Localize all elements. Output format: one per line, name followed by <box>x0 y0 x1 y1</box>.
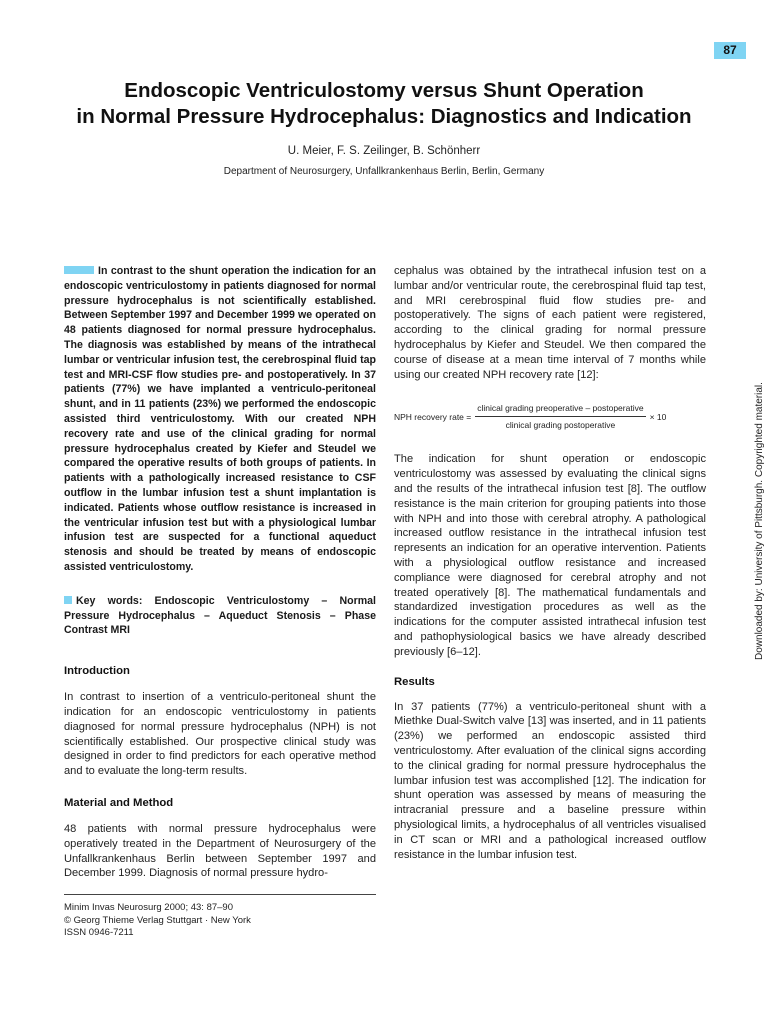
footer <box>64 894 376 940</box>
formula-numerator: clinical grading preoperative – postoperative <box>475 403 645 417</box>
introduction-text: In contrast to insertion of a ventriculo-peritoneal shunt the indication for an endoscopic ventriculostomy in patients diagnosed for normal pressure hydrocephalus (NPH) is not scientifically established. Our prospective clinical study was designed in order to find predictors for each operative method and to evaluate the long-term results. <box>64 691 376 778</box>
journal-citation: Minim Invas Neurosurg 2000; 43: 87–90 <box>64 902 233 913</box>
article-title <box>40 78 728 130</box>
right-column <box>394 264 706 862</box>
methods-heading: Material and Method <box>64 796 174 809</box>
authors: U. Meier, F. S. Zeilinger, B. Schönherr <box>287 145 481 157</box>
formula-fraction <box>475 403 645 430</box>
formula-denominator: clinical grading postoperative <box>505 420 616 431</box>
results-text: In 37 patients (77%) a ventriculo-peritoneal shunt with a Miethke Dual-Switch valve [13] was inserted, and in 11 patients (23%) we performed an endoscopic assisted third ventriculostomy. After evaluation of the clinical signs according to the clinical grading for normal pressure hydrocephalus the lumbar infusion test was accomplished [12]. The indication for shunt operation was assessed by means of measuring the intracranial pressure and a baseline pressure within physiological limits, a hydrocephalus of all ventricles visualised in CT scan or MRI and a pathological increased outflow resistance in the lumbar infusion test. <box>394 700 706 861</box>
abstract-marker <box>64 266 94 274</box>
abstract-text: In contrast to the shunt operation the indication for an endoscopic ventriculostomy in patients diagnosed for normal pressure hydrocephalus is not scientifically established. Between September 1997 and December 1999 we operated on 48 patients diagnosed for normal pressure hydrocephalus. The diagnosis was established by means of the intrathecal lumbar or ventricular infusion test, the cerebrospinal fluid tap test and MRI-CSF flow studies pre- and postoperatively. In 37 patients (77%) we have implanted a ventriculo-peritoneal shunt, and in 11 patients (23%) we performed the endoscopic assisted third ventriculostomy. With our created NPH recovery rate and use of the clinical grading for normal pressure hydrocephalus created by Kiefer and Steudel we compared the operative results of both groups of patients. In patients with a pathologically increased resistance to CSF outflow in the lumbar infusion test a shunt implantation is indicated. Patients whose outflow resistance is increased in the ventricular infusion test but with a physiological lumbar infusion test are suspected for a functional aqueduct stenosis and should be treated by means of endoscopic assisted ventriculostomy. <box>64 265 376 573</box>
results-heading: Results <box>394 675 435 688</box>
publisher: © Georg Thieme Verlag Stuttgart · New York <box>64 914 251 926</box>
recovery-rate-formula <box>394 403 706 430</box>
keywords <box>64 594 376 638</box>
keywords-text: Key words: Endoscopic Ventriculostomy – Normal Pressure Hydrocephalus – Aqueduct Stenosis – Phase Contrast MRI <box>64 594 376 637</box>
page-number: 87 <box>714 42 746 59</box>
issn: ISSN 0946-7211 <box>64 927 134 938</box>
indication-text: The indication for shunt operation or endoscopic ventriculostomy was assessed by evaluating the clinical signs and the results of the intrathecal infusion test [8]. The outflow resistance is the main criterion for grouping patients into those with NPH and into those with cerebral atrophy. A pathological increased outflow resistance in the intrathecal infusion test represents an indication for an operative intervention. Patients with a physiological outflow resistance and increased compliance were diagnosed for cerebral atrophy and not treated operatively [8]. The mathematical fundamentals and standardized investigation procedures as well as the indications for the computer assisted intrathecal infusion test and pathophysiological basics we have already described previously [6–12]. <box>394 453 706 658</box>
methods-text-right: cephalus was obtained by the intrathecal infusion test on a lumbar and/or ventricular route, the cerebrospinal fluid tap test, and MRI cerebrospinal fluid flow studies pre- and postoperatively. The signs of each patient were registered, according to the clinical grading for normal pressure hydrocephalus by Kiefer and Steudel. We then compared the course of disease at a mean time interval of 7 months while using our created NPH recovery rate [12]: <box>394 265 706 381</box>
title-line-2: in Normal Pressure Hydrocephalus: Diagnostics and Indication <box>76 105 692 128</box>
left-column <box>64 264 376 881</box>
title-line-1: Endoscopic Ventriculostomy versus Shunt Operation <box>124 79 644 102</box>
download-watermark: Downloaded by: University of Pittsburgh. Copyrighted material. <box>754 382 765 660</box>
affiliation: Department of Neurosurgery, Unfallkrankenhaus Berlin, Berlin, Germany <box>223 166 545 177</box>
formula-multiplier: × 10 <box>649 411 667 422</box>
introduction-heading: Introduction <box>64 665 130 678</box>
methods-text-left: 48 patients with normal pressure hydrocephalus were operatively treated in the Department of Neurosurgery of the Unfallkrankenhaus Berlin between September 1997 and December 1999. Diagnosis of normal pressure hydro- <box>64 822 376 880</box>
abstract <box>64 264 376 575</box>
keywords-marker <box>64 596 72 604</box>
formula-lhs: NPH recovery rate = <box>394 411 472 422</box>
